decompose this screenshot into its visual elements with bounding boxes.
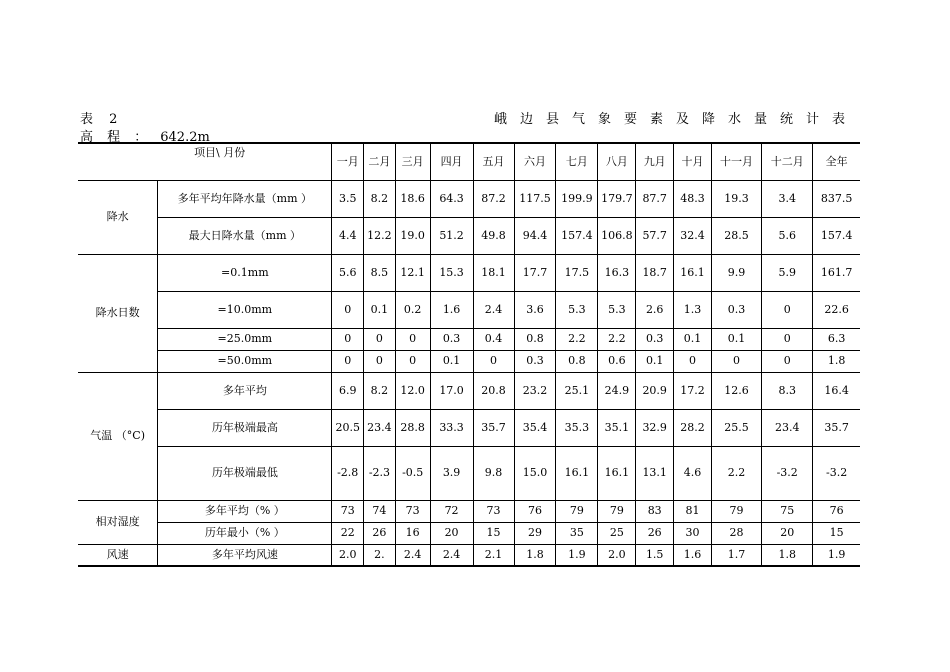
value-cell: 2.0 <box>332 544 364 566</box>
value-cell: 0 <box>762 291 813 328</box>
month-header: 全年 <box>813 143 860 180</box>
value-cell: 22 <box>332 522 364 544</box>
value-cell: -0.5 <box>395 446 430 500</box>
value-cell: 72 <box>430 500 473 522</box>
value-cell: 8.3 <box>762 372 813 409</box>
header-row <box>78 143 860 180</box>
value-cell: 0.8 <box>514 328 556 350</box>
table-row <box>78 328 860 350</box>
value-cell: 2.4 <box>473 291 514 328</box>
value-cell: 12.1 <box>395 254 430 291</box>
value-cell: 6.9 <box>332 372 364 409</box>
value-cell: 16.1 <box>598 446 636 500</box>
value-cell: 1.7 <box>711 544 761 566</box>
value-cell: 5.6 <box>332 254 364 291</box>
month-header: 一月 <box>332 143 364 180</box>
value-cell: 83 <box>636 500 674 522</box>
group-label: 降水日数 <box>78 254 158 372</box>
value-cell: 0.1 <box>674 328 712 350</box>
row-label: 历年极端最低 <box>158 446 332 500</box>
value-cell: 35.1 <box>598 409 636 446</box>
value-cell: 1.8 <box>762 544 813 566</box>
value-cell: 8.2 <box>364 180 396 217</box>
value-cell: 0 <box>762 328 813 350</box>
table-row <box>78 254 860 291</box>
value-cell: 0 <box>674 350 712 372</box>
value-cell: 0.2 <box>395 291 430 328</box>
value-cell: 73 <box>395 500 430 522</box>
value-cell: -3.2 <box>813 446 860 500</box>
value-cell: 12.6 <box>711 372 761 409</box>
value-cell: 87.7 <box>636 180 674 217</box>
value-cell: 25.1 <box>556 372 598 409</box>
value-cell: 79 <box>556 500 598 522</box>
value-cell: 22.6 <box>813 291 860 328</box>
value-cell: 5.3 <box>556 291 598 328</box>
month-header: 四月 <box>430 143 473 180</box>
group-label: 相对湿度 <box>78 500 158 544</box>
row-label: =25.0mm <box>158 328 332 350</box>
value-cell: -2.8 <box>332 446 364 500</box>
value-cell: 0 <box>762 350 813 372</box>
value-cell: 0.6 <box>598 350 636 372</box>
row-label: 多年平均 <box>158 372 332 409</box>
value-cell: 15.3 <box>430 254 473 291</box>
row-label: 最大日降水量（mm ） <box>158 217 332 254</box>
table-row <box>78 372 860 409</box>
value-cell: 2.2 <box>598 328 636 350</box>
value-cell: 5.6 <box>762 217 813 254</box>
value-cell: 81 <box>674 500 712 522</box>
value-cell: 199.9 <box>556 180 598 217</box>
value-cell: 20 <box>430 522 473 544</box>
table-row <box>78 446 860 500</box>
value-cell: 76 <box>813 500 860 522</box>
value-cell: 17.0 <box>430 372 473 409</box>
value-cell: 17.2 <box>674 372 712 409</box>
value-cell: 0 <box>395 328 430 350</box>
statistics-table <box>78 142 860 567</box>
value-cell: 20.9 <box>636 372 674 409</box>
value-cell: 0.1 <box>430 350 473 372</box>
month-header: 六月 <box>514 143 556 180</box>
value-cell: 79 <box>598 500 636 522</box>
value-cell: 0.4 <box>473 328 514 350</box>
month-header: 十月 <box>674 143 712 180</box>
value-cell: 179.7 <box>598 180 636 217</box>
value-cell: 49.8 <box>473 217 514 254</box>
value-cell: 0.3 <box>711 291 761 328</box>
value-cell: 20.8 <box>473 372 514 409</box>
value-cell: 35 <box>556 522 598 544</box>
month-header: 三月 <box>395 143 430 180</box>
group-label: 风速 <box>78 544 158 566</box>
value-cell: 117.5 <box>514 180 556 217</box>
value-cell: 9.8 <box>473 446 514 500</box>
row-label: =0.1mm <box>158 254 332 291</box>
elevation-value: 642.2m <box>160 130 210 145</box>
value-cell: 8.5 <box>364 254 396 291</box>
row-label: 多年平均（% ） <box>158 500 332 522</box>
value-cell: 48.3 <box>674 180 712 217</box>
value-cell: 23.2 <box>514 372 556 409</box>
value-cell: 157.4 <box>813 217 860 254</box>
value-cell: 28.2 <box>674 409 712 446</box>
value-cell: 3.6 <box>514 291 556 328</box>
value-cell: 35.4 <box>514 409 556 446</box>
elevation-label: 高 程 ： <box>80 130 153 145</box>
value-cell: -2.3 <box>364 446 396 500</box>
table-row <box>78 522 860 544</box>
value-cell: -3.2 <box>762 446 813 500</box>
value-cell: 6.3 <box>813 328 860 350</box>
value-cell: 2.1 <box>473 544 514 566</box>
table-row <box>78 544 860 566</box>
value-cell: 15 <box>813 522 860 544</box>
value-cell: 12.2 <box>364 217 396 254</box>
month-header: 二月 <box>364 143 396 180</box>
value-cell: 2.2 <box>711 446 761 500</box>
value-cell: 75 <box>762 500 813 522</box>
value-cell: 0.1 <box>711 328 761 350</box>
value-cell: 5.9 <box>762 254 813 291</box>
value-cell: 79 <box>711 500 761 522</box>
value-cell: 161.7 <box>813 254 860 291</box>
row-label: =10.0mm <box>158 291 332 328</box>
value-cell: 5.3 <box>598 291 636 328</box>
value-cell: 28.8 <box>395 409 430 446</box>
value-cell: 1.8 <box>813 350 860 372</box>
value-cell: 2.4 <box>395 544 430 566</box>
value-cell: 2.0 <box>598 544 636 566</box>
table-row <box>78 409 860 446</box>
value-cell: 157.4 <box>556 217 598 254</box>
table-row <box>78 180 860 217</box>
value-cell: 20.5 <box>332 409 364 446</box>
month-header: 九月 <box>636 143 674 180</box>
value-cell: 25 <box>598 522 636 544</box>
value-cell: 29 <box>514 522 556 544</box>
row-label: 历年最小（% ） <box>158 522 332 544</box>
value-cell: 16.3 <box>598 254 636 291</box>
row-label: 多年平均年降水量（mm ） <box>158 180 332 217</box>
value-cell: 0 <box>473 350 514 372</box>
value-cell: 73 <box>473 500 514 522</box>
value-cell: 25.5 <box>711 409 761 446</box>
value-cell: 4.4 <box>332 217 364 254</box>
value-cell: 35.7 <box>473 409 514 446</box>
table-row <box>78 291 860 328</box>
value-cell: 28.5 <box>711 217 761 254</box>
value-cell: 74 <box>364 500 396 522</box>
value-cell: 0.3 <box>636 328 674 350</box>
corner-cell <box>78 143 332 180</box>
value-cell: 2.4 <box>430 544 473 566</box>
value-cell: 16.4 <box>813 372 860 409</box>
value-cell: 94.4 <box>514 217 556 254</box>
value-cell: 0 <box>332 350 364 372</box>
table-row <box>78 217 860 254</box>
value-cell: 16.1 <box>556 446 598 500</box>
value-cell: 76 <box>514 500 556 522</box>
value-cell: 3.5 <box>332 180 364 217</box>
value-cell: 57.7 <box>636 217 674 254</box>
table-title: 峨边县气象要素及降水量统计表 <box>493 112 858 127</box>
value-cell: 2.6 <box>636 291 674 328</box>
value-cell: 19.3 <box>711 180 761 217</box>
row-label: 多年平均风速 <box>158 544 332 566</box>
value-cell: 18.6 <box>395 180 430 217</box>
value-cell: 18.1 <box>473 254 514 291</box>
row-label: 历年极端最高 <box>158 409 332 446</box>
value-cell: 1.3 <box>674 291 712 328</box>
value-cell: 16 <box>395 522 430 544</box>
value-cell: 0 <box>364 350 396 372</box>
table-row <box>78 350 860 372</box>
row-label: =50.0mm <box>158 350 332 372</box>
value-cell: 64.3 <box>430 180 473 217</box>
value-cell: 23.4 <box>762 409 813 446</box>
value-cell: 3.9 <box>430 446 473 500</box>
value-cell: 1.8 <box>514 544 556 566</box>
table-number: 表 2 <box>80 112 124 127</box>
value-cell: 35.7 <box>813 409 860 446</box>
value-cell: 33.3 <box>430 409 473 446</box>
value-cell: 24.9 <box>598 372 636 409</box>
value-cell: 0.3 <box>430 328 473 350</box>
month-header: 五月 <box>473 143 514 180</box>
value-cell: 20 <box>762 522 813 544</box>
table-row <box>78 500 860 522</box>
value-cell: 51.2 <box>430 217 473 254</box>
group-label: 降水 <box>78 180 158 254</box>
table-body <box>78 143 860 566</box>
value-cell: 18.7 <box>636 254 674 291</box>
value-cell: 26 <box>636 522 674 544</box>
value-cell: 30 <box>674 522 712 544</box>
value-cell: 15.0 <box>514 446 556 500</box>
month-header: 十二月 <box>762 143 813 180</box>
value-cell: 1.6 <box>674 544 712 566</box>
value-cell: 3.4 <box>762 180 813 217</box>
value-cell: 16.1 <box>674 254 712 291</box>
value-cell: 1.6 <box>430 291 473 328</box>
month-header: 八月 <box>598 143 636 180</box>
value-cell: 35.3 <box>556 409 598 446</box>
value-cell: 8.2 <box>364 372 396 409</box>
value-cell: 0.1 <box>364 291 396 328</box>
value-cell: 0 <box>711 350 761 372</box>
value-cell: 9.9 <box>711 254 761 291</box>
value-cell: 13.1 <box>636 446 674 500</box>
value-cell: 0 <box>332 291 364 328</box>
value-cell: 1.5 <box>636 544 674 566</box>
value-cell: 0.1 <box>636 350 674 372</box>
value-cell: 12.0 <box>395 372 430 409</box>
value-cell: 15 <box>473 522 514 544</box>
value-cell: 19.0 <box>395 217 430 254</box>
value-cell: 1.9 <box>813 544 860 566</box>
value-cell: 17.7 <box>514 254 556 291</box>
value-cell: 1.9 <box>556 544 598 566</box>
value-cell: 87.2 <box>473 180 514 217</box>
value-cell: 32.9 <box>636 409 674 446</box>
value-cell: 0.8 <box>556 350 598 372</box>
value-cell: 0 <box>395 350 430 372</box>
value-cell: 4.6 <box>674 446 712 500</box>
value-cell: 32.4 <box>674 217 712 254</box>
month-header: 七月 <box>556 143 598 180</box>
group-label: 气温 （°C) <box>78 372 158 500</box>
value-cell: 0 <box>332 328 364 350</box>
value-cell: 0 <box>364 328 396 350</box>
month-header: 十一月 <box>711 143 761 180</box>
value-cell: 23.4 <box>364 409 396 446</box>
value-cell: 837.5 <box>813 180 860 217</box>
corner-label: 项目\ 月份 <box>194 146 246 159</box>
value-cell: 73 <box>332 500 364 522</box>
value-cell: 26 <box>364 522 396 544</box>
value-cell: 17.5 <box>556 254 598 291</box>
value-cell: 2.2 <box>556 328 598 350</box>
value-cell: 2. <box>364 544 396 566</box>
value-cell: 0.3 <box>514 350 556 372</box>
value-cell: 106.8 <box>598 217 636 254</box>
value-cell: 28 <box>711 522 761 544</box>
